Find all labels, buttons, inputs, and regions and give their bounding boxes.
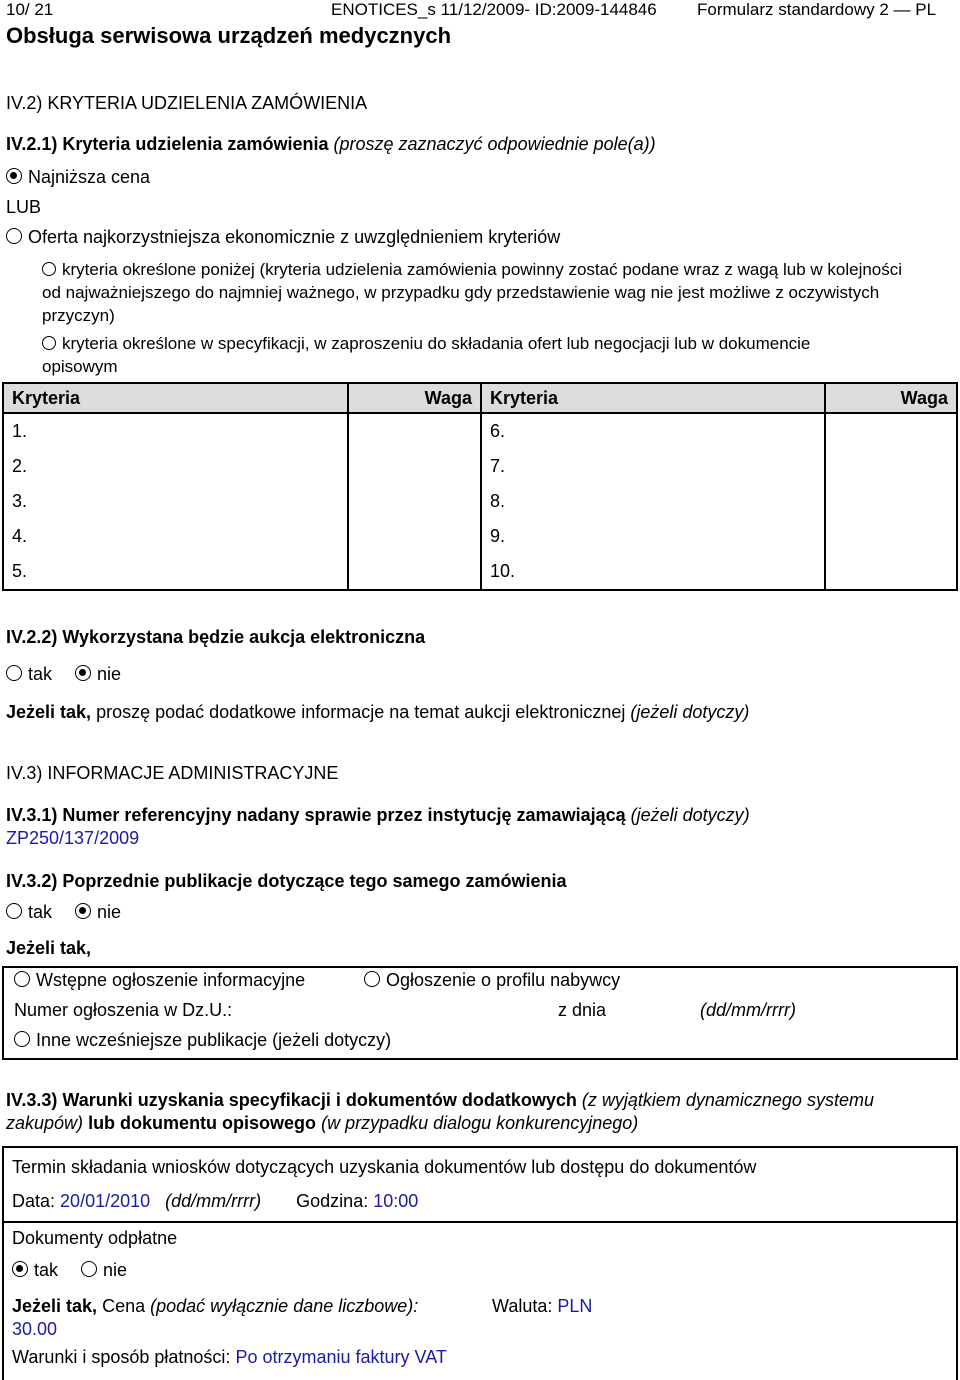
price-row: [12, 1296, 418, 1317]
auction-yes-label: tak: [28, 664, 53, 684]
divider: [4, 1221, 956, 1223]
option-best-offer[interactable]: [6, 227, 560, 248]
prior-publications-box: [2, 966, 958, 1060]
subsection-iv21: [6, 134, 656, 155]
option-lowest-price[interactable]: [6, 167, 150, 188]
radio-checked-icon[interactable]: [12, 1261, 28, 1277]
reference-number: ZP250/137/2009: [6, 828, 140, 848]
option-criteria-spec-label: kryteria określone w specyfikacji, w zaproszeniu do składania ofert lub negocjacji lub w dokumencie opisowym: [42, 334, 811, 376]
criteria-cell: 6.: [489, 421, 505, 441]
criteria-cell: 3.: [3, 484, 348, 519]
oj-date-format: (dd/mm/rrrr): [700, 1000, 796, 1020]
time-value: 10:00: [373, 1191, 419, 1211]
price-label: Cena: [102, 1296, 146, 1316]
prev-pub-if-yes: Jeżeli tak,: [6, 938, 92, 958]
weight-cell: [825, 413, 957, 449]
col-weight: Waga: [825, 383, 957, 413]
option-other-prior[interactable]: [14, 1030, 391, 1051]
section-heading-iv2: IV.2) KRYTERIA UDZIELENIA ZAMÓWIENIA: [6, 93, 368, 113]
auction-info-text: proszę podać dodatkowe informacje na temat aukcji elektronicznej: [96, 702, 626, 722]
subsection-iv21-note: (proszę zaznaczyć odpowiednie pole(a)): [333, 134, 656, 154]
deadline-label: Termin składania wniosków dotyczących uzyskania dokumentów lub dostępu do dokumentów: [12, 1157, 757, 1177]
col-criteria: Kryteria: [3, 383, 348, 413]
radio-unchecked-icon[interactable]: [364, 971, 380, 987]
radio-checked-icon[interactable]: [75, 665, 91, 681]
currency-value: PLN: [557, 1296, 593, 1316]
subsection-iv33-title: IV.3.3) Warunki uzyskania specyfikacji i dokumentów dodatkowych: [6, 1090, 577, 1110]
prev-pub-yes-label: tak: [28, 902, 53, 922]
option-criteria-spec[interactable]: [42, 332, 842, 378]
time-label: Godzina:: [296, 1191, 369, 1211]
auction-options: [6, 664, 121, 685]
prev-pub-no-option[interactable]: [75, 902, 121, 922]
criteria-cell: 7.: [489, 456, 505, 476]
subsection-iv31-title: IV.3.1) Numer referencyjny nadany sprawie przez instytucję zamawiającą: [6, 805, 626, 825]
weight-cell: [348, 413, 481, 449]
date-value: 20/01/2010: [60, 1191, 151, 1211]
subsection-iv22: IV.2.2) Wykorzystana będzie aukcja elektroniczna: [6, 627, 426, 647]
option-criteria-below-label: kryteria określone poniżej (kryteria udzielenia zamówienia powinny zostać podane wraz z wagą lub w kolejności od najważniejszego do najmniej ważnego, w przypadku gdy przedstawienie wag nie jest możliwe z oczywistych przyczyn): [42, 260, 903, 325]
currency-row: [492, 1296, 592, 1317]
weight-cell: [348, 484, 481, 519]
criteria-cell: 10.: [481, 554, 825, 590]
price-value: 30.00: [12, 1319, 58, 1339]
radio-checked-icon[interactable]: [6, 168, 22, 184]
option-prior-info[interactable]: [14, 970, 305, 991]
section-heading-iv3: IV.3) INFORMACJE ADMINISTRACYJNE: [6, 763, 339, 783]
payment-row: [12, 1347, 447, 1368]
price-note: (podać wyłącznie dane liczbowe):: [150, 1296, 419, 1316]
radio-unchecked-icon[interactable]: [6, 228, 22, 244]
paid-no-label: nie: [103, 1260, 128, 1280]
page-number: 10/ 21: [6, 0, 54, 19]
criteria-cell: 1.: [3, 413, 348, 449]
radio-unchecked-icon[interactable]: [81, 1261, 97, 1277]
auction-yes-option[interactable]: [6, 664, 52, 684]
auction-info-bold: Jeżeli tak,: [6, 702, 92, 722]
weight-cell: [348, 519, 481, 554]
radio-unchecked-icon[interactable]: [14, 1031, 30, 1047]
weight-cell: [348, 449, 481, 484]
criteria-table-header: [3, 383, 957, 413]
subsection-iv33-note1: (z wyjątkiem dynamicznego systemu zakupów): [6, 1090, 874, 1133]
payment-label: Warunki i sposób płatności:: [12, 1347, 231, 1367]
table-row: [3, 519, 957, 554]
option-best-offer-label: Oferta najkorzystniejsza ekonomicznie z uwzględnieniem kryteriów: [28, 227, 561, 247]
paid-yes-label: tak: [34, 1260, 59, 1280]
radio-unchecked-icon[interactable]: [42, 336, 56, 350]
option-lowest-price-label: Najniższa cena: [28, 167, 151, 187]
deadline-date-row: [12, 1191, 418, 1212]
radio-unchecked-icon[interactable]: [42, 262, 56, 276]
criteria-cell: 9.: [489, 526, 505, 546]
option-buyer-profile-label: Ogłoszenie o profilu nabywcy: [386, 970, 621, 990]
criteria-cell: 4.: [3, 519, 348, 554]
option-other-prior-label: Inne wcześniejsze publikacje (jeżeli dotyczy): [36, 1030, 392, 1050]
weight-cell: [825, 519, 957, 554]
page-title: Obsługa serwisowa urządzeń medycznych: [6, 23, 452, 48]
subsection-iv31: [6, 805, 750, 826]
table-row: [3, 413, 957, 449]
table-row: [3, 449, 957, 484]
payment-value: Po otrzymaniu faktury VAT: [235, 1347, 447, 1367]
paid-yes-option[interactable]: [12, 1260, 58, 1280]
paid-documents-label: Dokumenty odpłatne: [12, 1228, 178, 1248]
subsection-iv33-title2: lub dokumentu opisowego: [88, 1113, 317, 1133]
weight-cell: [348, 554, 481, 590]
option-prior-info-label: Wstępne ogłoszenie informacyjne: [36, 970, 306, 990]
weight-cell: [825, 484, 957, 519]
form-name: Formularz standardowy 2 — PL: [697, 0, 937, 19]
auction-info: [6, 702, 749, 723]
paid-no-option[interactable]: [81, 1260, 127, 1280]
prev-pub-yes-option[interactable]: [6, 902, 52, 922]
criteria-cell: 2.: [3, 449, 348, 484]
table-row: [3, 484, 957, 519]
radio-unchecked-icon[interactable]: [6, 665, 22, 681]
auction-info-note: (jeżeli dotyczy): [630, 702, 750, 722]
or-label: LUB: [6, 197, 42, 217]
date-label: Data:: [12, 1191, 56, 1211]
prev-pub-options: [6, 902, 121, 923]
currency-label: Waluta:: [492, 1296, 553, 1316]
radio-unchecked-icon[interactable]: [6, 903, 22, 919]
paid-options: [12, 1260, 127, 1281]
criteria-cell: 8.: [489, 491, 505, 511]
prev-pub-no-label: nie: [97, 902, 122, 922]
weight-cell: [825, 449, 957, 484]
auction-no-option[interactable]: [75, 664, 121, 684]
date-format: (dd/mm/rrrr): [165, 1191, 262, 1211]
criteria-table: [2, 382, 958, 591]
subsection-iv31-note: (jeżeli dotyczy): [630, 805, 750, 825]
radio-checked-icon[interactable]: [75, 903, 91, 919]
subsection-iv33: [6, 1089, 951, 1135]
table-row: [3, 554, 957, 590]
criteria-cell: 5.: [3, 554, 348, 590]
radio-unchecked-icon[interactable]: [14, 971, 30, 987]
option-criteria-below[interactable]: [42, 258, 922, 327]
price-bold: Jeżeli tak,: [12, 1296, 98, 1316]
oj-number-label: Numer ogłoszenia w Dz.U.:: [14, 1000, 233, 1020]
subsection-iv33-note2: (w przypadku dialogu konkurencyjnego): [321, 1113, 639, 1133]
notice-id: ENOTICES_s 11/12/2009- ID:2009-144846: [331, 0, 657, 19]
weight-cell: [825, 554, 957, 590]
col-weight: Waga: [348, 383, 481, 413]
option-buyer-profile[interactable]: [364, 970, 620, 991]
col-criteria: Kryteria: [481, 383, 825, 413]
subsection-iv21-title: IV.2.1) Kryteria udzielenia zamówienia: [6, 134, 329, 154]
documents-box: [2, 1146, 958, 1380]
auction-no-label: nie: [97, 664, 122, 684]
oj-date-label: z dnia: [558, 1000, 607, 1020]
subsection-iv32: IV.3.2) Poprzednie publikacje dotyczące tego samego zamówienia: [6, 871, 567, 891]
